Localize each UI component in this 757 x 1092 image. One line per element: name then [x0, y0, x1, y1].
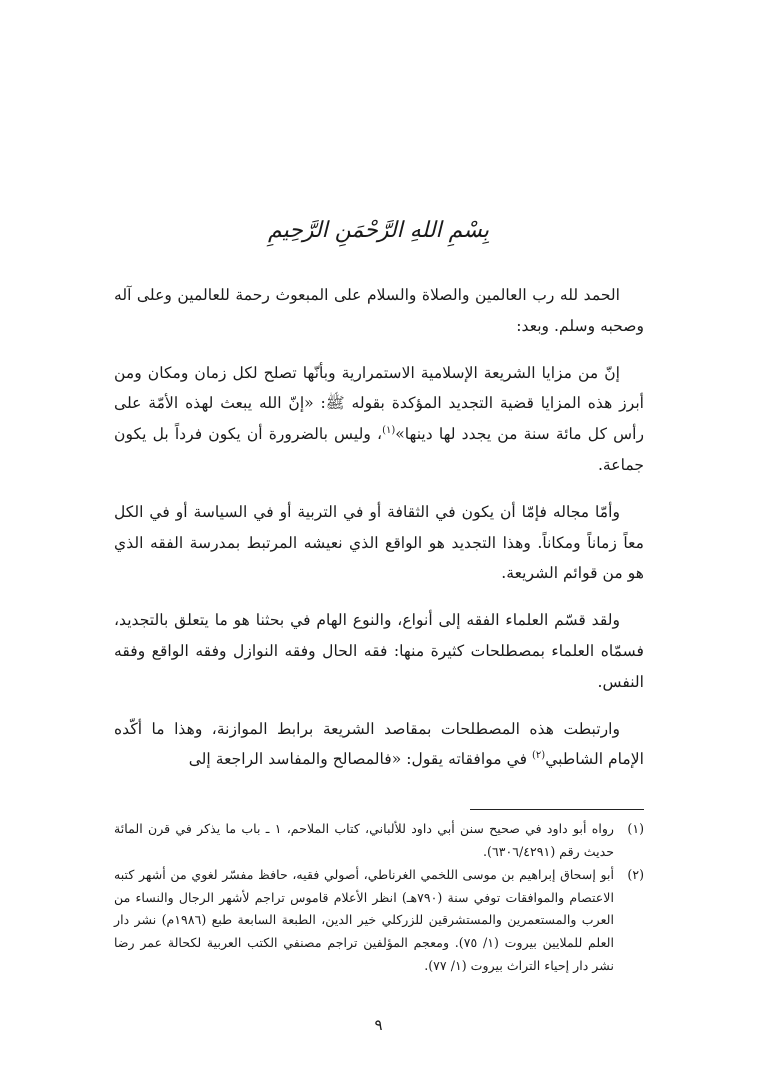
footnote-number: (١) — [627, 821, 644, 836]
paragraph-text: الحمد لله رب العالمين والصلاة والسلام على المبعوث رحمة للعالمين وعلى آله وصحبه وسلم. وبعد: — [114, 286, 644, 335]
footnote-text: رواه أبو داود في صحيح سنن أبي داود للألباني، كتاب الملاحم، ١ ـ باب ما يذكر في قرن المائة حديث رقم (٦٣٠٦/٤٢٩١). — [114, 821, 614, 859]
paragraph-text: ولقد قسّم العلماء الفقه إلى أنواع، والنوع الهام في بحثنا هو ما يتعلق بالتجديد، فسمّاه العلماء بمصطلحات كثيرة منها: فقه الحال وفقه النوازل وفقه الواقع وفقه النفس. — [114, 611, 644, 691]
paragraph-text-tail: ، وليس بالضرورة أن يكون فرداً بل يكون جماعة. — [114, 425, 644, 474]
footnote-number: (٢) — [627, 867, 644, 883]
footnotes — [114, 818, 644, 978]
main-text — [114, 280, 644, 791]
paragraph-text: إنّ من مزايا الشريعة الإسلامية الاستمرارية وبأنّها تصلح لكل زمان ومكان ومن أبرز هذه المزايا قضية التجديد المؤكدة بقوله ﷺ: «إنّ الله يبعث لهذه الأمّة على رأس كل مائة سنة من يجدد لها دينها» — [114, 363, 644, 444]
paragraph — [114, 714, 644, 776]
paragraph-text: وارتبطت هذه المصطلحات بمقاصد الشريعة برابط الموازنة، وهذا ما أكّده الإمام الشاطبي — [114, 719, 644, 769]
paragraph — [114, 605, 644, 697]
footnote — [114, 864, 644, 977]
paragraph-text-tail: في موافقاته يقول: «فالمصالح والمفاسد الراجعة إلى — [188, 750, 532, 769]
footnote-separator — [470, 809, 644, 810]
paragraph-text: وأمّا مجاله فإمّا أن يكون في الثقافة أو في التربية أو في السياسة أو في الكل معاً زماناً ومكاناً. وهذا التجديد هو الواقع الذي نعيشه المرتبط بمدرسة الفقه الذي هو من قوائم الشريعة. — [114, 502, 644, 583]
paragraph — [114, 358, 644, 481]
footnote-text: أبو إسحاق إبراهيم بن موسى اللخمي الغرناطي، أصولي فقيه، حافظ مفسّر لغوي من أشهر كتبه الاعتصام والموافقات توفي سنة (٧٩٠هـ) انظر الأعلام قاموس تراجم لأشهر الرجال والنساء من العرب والمستعمرين والمستشرقين للزركلي خير الدين، الطبعة السابعة طبع (١٩٨٦م) نشر دار العلم للملايين بيروت (١/ ٧٥). ومعجم المؤلفين تراجم مصنفي الكتب العربية لكحالة عمر رضا نشر دار إحياء التراث بيروت (١/ ٧٧). — [114, 867, 614, 973]
footnote — [114, 818, 644, 863]
paragraph — [114, 497, 644, 589]
page-number: ٩ — [374, 1016, 383, 1034]
footnote-marker[interactable]: (٢) — [532, 750, 546, 762]
paragraph — [114, 280, 644, 342]
footnote-marker[interactable]: (١) — [382, 425, 396, 436]
basmala-heading: بِسْمِ اللهِ الرَّحْمَنِ الرَّحِيمِ — [267, 218, 490, 243]
